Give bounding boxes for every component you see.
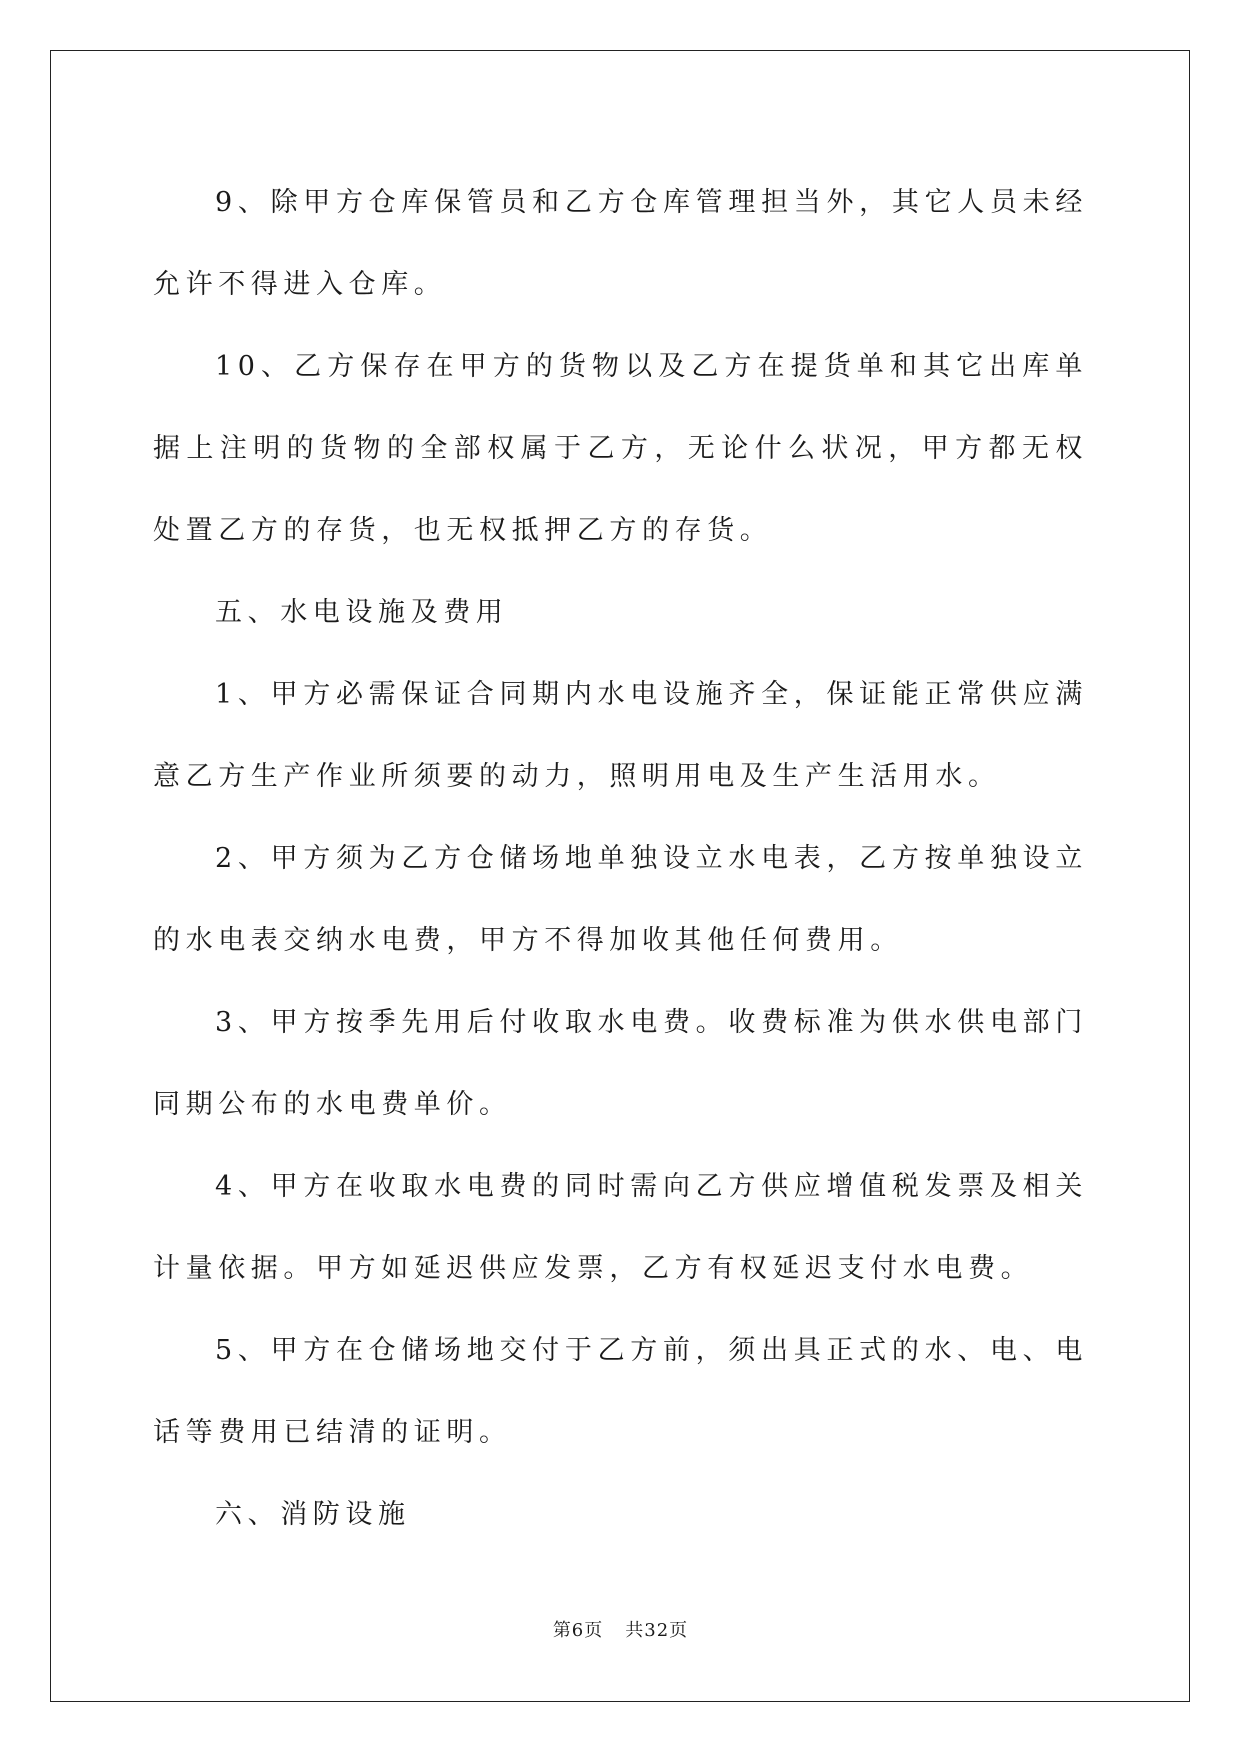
paragraph-clause-1: 1、甲方必需保证合同期内水电设施齐全，保证能正常供应满意乙方生产作业所须要的动力，照明用电及生产生活用水。 — [153, 679, 1088, 792]
paragraph-item-10: 10、乙方保存在甲方的货物以及乙方在提货单和其它出库单据上注明的货物的全部权属于乙方，无论什么状况，甲方都无权处置乙方的存货，也无权抵押乙方的存货。 — [153, 351, 1088, 546]
page-footer — [0, 1616, 1241, 1642]
paragraph-clause-5: 5、甲方在仓储场地交付于乙方前，须出具正式的水、电、电话等费用已结清的证明。 — [153, 1335, 1088, 1448]
paragraph-clause-4: 4、甲方在收取水电费的同时需向乙方供应增值税发票及相关计量依据。甲方如延迟供应发票，乙方有权延迟支付水电费。 — [153, 1171, 1088, 1284]
paragraph-clause-2: 2、甲方须为乙方仓储场地单独设立水电表，乙方按单独设立的水电表交纳水电费，甲方不得加收其他任何费用。 — [153, 843, 1088, 956]
paragraph-item-9: 9、除甲方仓库保管员和乙方仓库管理担当外，其它人员未经允许不得进入仓库。 — [153, 187, 1088, 300]
page-total: 共32页 — [625, 1620, 689, 1641]
page-number: 第6页 — [552, 1620, 604, 1641]
document-body — [153, 162, 1088, 1556]
section-heading-fire-facilities: 六、消防设施 — [215, 1499, 411, 1530]
paragraph-clause-3: 3、甲方按季先用后付收取水电费。收费标准为供水供电部门同期公布的水电费单价。 — [153, 1007, 1088, 1120]
section-heading-water-electricity: 五、水电设施及费用 — [215, 597, 509, 628]
